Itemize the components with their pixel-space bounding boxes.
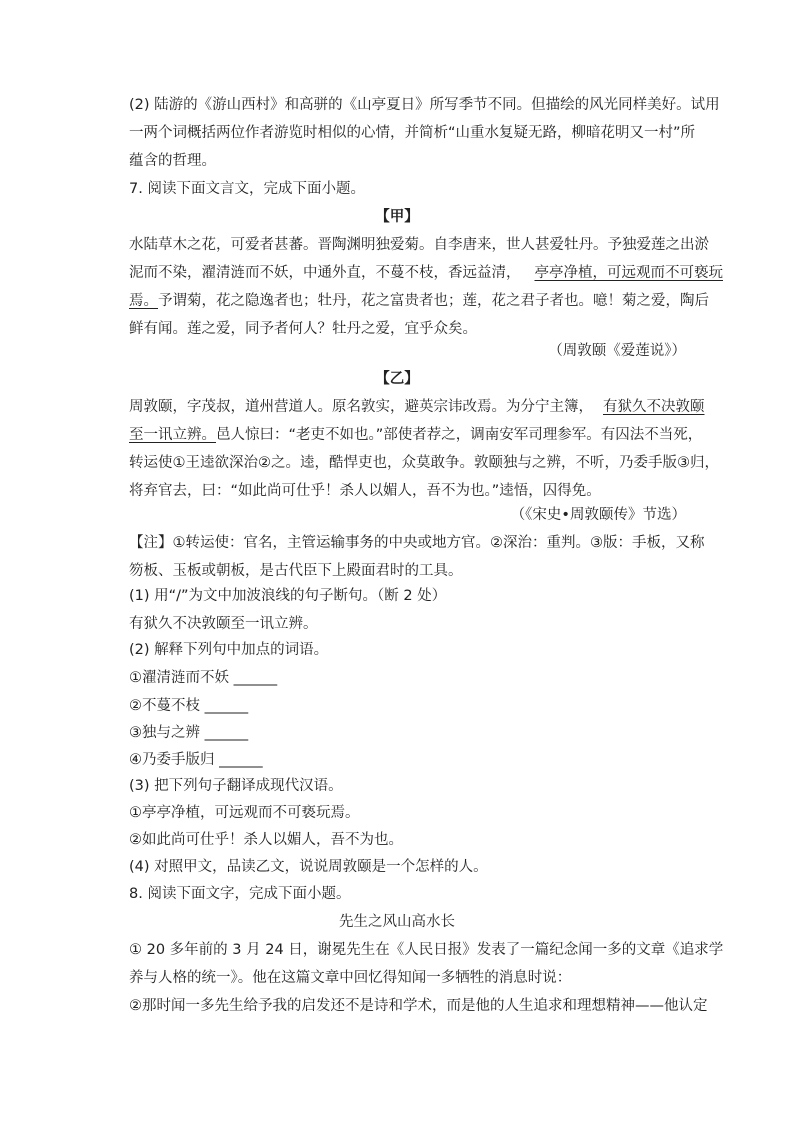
- passage-jia-source: （周敦颐《爱莲说》）: [548, 343, 686, 359]
- passage-jia-line4: 鲜有闻。莲之爱，同予者何人？牡丹之爱，宜乎众矣。: [129, 321, 477, 337]
- wavy-sentence-part2: 至一讯立辨。: [129, 427, 216, 443]
- underlined-sentence-part2: 焉。: [129, 293, 158, 309]
- sub-question-1: (1) 用“/”为文中加波浪线的句子断句。（断 2 处）: [129, 588, 447, 604]
- article-para1-line1: ① 20 多年前的 3 月 24 日，谢冕先生在《人民日报》发表了一篇纪念闻一多的文章《追求学: [129, 942, 724, 958]
- sub-question-2-item: ③独与之辨 ______: [129, 725, 249, 741]
- passage-jia-line2-text: 泥而不染，濯清涟而不妖，中通外直，不蔓不枝，香远益清，: [129, 265, 521, 281]
- sub-question-3: (3) 把下列句子翻译成现代汉语。: [129, 778, 343, 794]
- sub-question-2: (2) 解释下列句中加点的词语。: [129, 642, 329, 658]
- q6-sub2-line1: (2) 陆游的《游山西村》和高骈的《山亭夏日》所写季节不同。但描绘的风光同样美好。试用: [129, 97, 720, 113]
- article-para2-line1: ②那时闻一多先生给予我的启发还不是诗和学术，而是他的人生追求和理想精神——他认定: [129, 998, 708, 1014]
- passage-yi-line1: [129, 397, 705, 417]
- sub-question-2-item: ④乃委手版归 ______: [129, 752, 263, 768]
- sub-question-4: (4) 对照甲文，品读乙文，说说周敦颐是一个怎样的人。: [129, 859, 488, 875]
- sub-question-3-item: ②如此尚可仕乎！杀人以媚人，吾不为也。: [129, 832, 403, 848]
- passage-jia-line2: [129, 263, 723, 283]
- q6-sub2-line2: 一两个词概括两位作者游览时相似的心情，并简析“山重水复疑无路，柳暗花明又一村”所: [129, 125, 696, 141]
- passage-jia-title: 【甲】: [375, 209, 419, 225]
- note-line1: 【注】①转运使：官名，主管运输事务的中央或地方官。②深治：重判。③版：手板，又称: [129, 535, 705, 551]
- passage-jia-line3-text: 予谓菊，花之隐逸者也；牡丹，花之富贵者也；莲，花之君子者也。噫！菊之爱，陶后: [158, 293, 709, 309]
- q6-sub2-line3: 蕴含的哲理。: [129, 153, 216, 169]
- passage-yi-line1-text: 周敦颐，字茂叔，道州营道人。原名敦实，避英宗讳改焉。为分宁主簿，: [129, 399, 593, 415]
- passage-yi-title: 【乙】: [375, 371, 419, 387]
- q8-intro: 8. 阅读下面文字，完成下面小题。: [129, 886, 351, 902]
- passage-yi-line4: 将弃官去，曰：“如此尚可仕乎！杀人以媚人，吾不为也。”逵悟，囚得免。: [129, 483, 601, 499]
- passage-yi-source: （《宋史•周敦颐传》节选）: [510, 507, 686, 523]
- passage-yi-line2: [129, 425, 702, 445]
- q7-intro: 7. 阅读下面文言文，完成下面小题。: [129, 181, 365, 197]
- wavy-sentence-part1: 有狱久不决敦颐: [603, 399, 705, 415]
- note-line2: 笏板、玉板或朝板，是古代臣下上殿面君时的工具。: [129, 563, 463, 579]
- sub-question-2-item: ②不蔓不枝 ______: [129, 698, 249, 714]
- article-title: 先生之风山高水长: [339, 914, 455, 930]
- passage-yi-line2-text: 邑人惊曰：“老吏不如也。”部使者荐之，调南安军司理参军。有囚法不当死，: [216, 427, 703, 443]
- underlined-sentence-part1: 亭亭净植，可远观而不可亵玩: [534, 265, 723, 281]
- sub-question-1-sentence: 有狱久不决敦颐至一讯立辨。: [129, 616, 318, 632]
- article-para1-line2: 养与人格的统一》。他在这篇文章中回忆得知闻一多牺牲的消息时说：: [129, 970, 572, 986]
- passage-jia-line3: [129, 291, 709, 311]
- passage-jia-line1: 水陆草木之花，可爱者甚蕃。晋陶渊明独爱菊。自李唐来，世人甚爱牡丹。予独爱莲之出淤: [129, 237, 709, 253]
- passage-yi-line3: 转运使①王逵欲深治②之。逵，酷悍吏也，众莫敢争。敦颐独与之辨，不听，乃委手版③归，: [129, 455, 719, 471]
- sub-question-2-item: ①濯清涟而不妖 ______: [129, 670, 278, 686]
- sub-question-3-item: ①亭亭净植，可远观而不可亵玩焉。: [129, 805, 360, 821]
